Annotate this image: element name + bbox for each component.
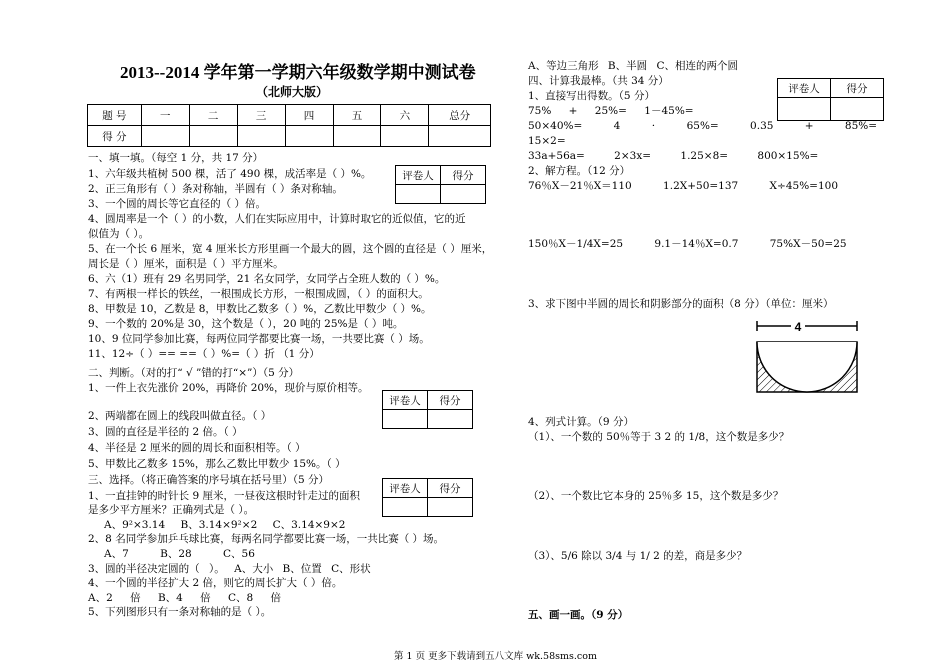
question-line: 3、求下图中半圆的周长和阴影部分的面积（8 分）（单位：厘米） (528, 298, 834, 310)
question-line: 2、两端都在圆上的线段叫做直径。（ ） (88, 410, 272, 422)
score-header-cell: 题 号 (88, 105, 142, 126)
oral-calc-line: 50×40%= 4 ⋅ 65%= 0.35 + 85%= (528, 120, 878, 132)
grader-cell[interactable] (383, 498, 428, 517)
grader-table (395, 165, 486, 204)
grader-cell[interactable] (778, 98, 831, 121)
grader-score-label: 得分 (441, 166, 486, 185)
question-line: 5、下列图形只有一条对称轴的是（ ）。 (88, 606, 272, 618)
question-line: （1）、一个数的 50％等于 3 2 的 1/8，这个数是多少？ (528, 431, 790, 443)
question-line: 4、列式计算。（9 分） (528, 416, 634, 428)
score-header-cell: 总分 (429, 105, 491, 126)
grader-score-label: 得分 (428, 391, 473, 410)
question-line: 1、直接写出得数。（5 分） (528, 90, 655, 102)
oral-calc-line: 75% + 25%= 1－45%= (528, 105, 694, 117)
grader-score-label: 得分 (428, 479, 473, 498)
question-line: 3、圆的半径决定圆的（ ）。 A、大小 B、位置 C、形状 (88, 563, 371, 575)
option-line: A、7 B、28 C、56 (104, 548, 255, 560)
question-line: 3、圆的直径是半径的 2 倍。（ ） (88, 426, 243, 438)
option-line: A、2 倍 B、4 倍 C、8 倍 (88, 592, 282, 604)
question-line: 周长是（ ）厘米，面积是（ ）平方厘米。 (88, 258, 284, 270)
score-cell[interactable] (237, 126, 285, 147)
question-line: 4、一个圆的半径扩大 2 倍，则它的周长扩大（ ）倍。 (88, 577, 343, 589)
question-line: 4、圆周率是一个（ ）的小数，人们在实际应用中，计算时取它的近似值，它的近 (88, 213, 466, 225)
question-line: 1、六年级共植树 500 棵，活了 490 棵，成活率是（ ）%。 (88, 168, 372, 180)
option-line: A、9²×3.14 B、3.14×9²×2 C、3.14×9×2 (104, 519, 346, 531)
semicircle-figure (755, 318, 860, 400)
section1-heading: 一、填一填。（每空 1 分，共 17 分） (88, 152, 264, 164)
grader-score-label: 得分 (831, 79, 884, 98)
score-cell[interactable] (381, 126, 429, 147)
page-footer: 第 1 页 更多下载请到五八文库 wk.58sms.com (394, 651, 597, 662)
grader-cell[interactable] (428, 410, 473, 429)
grader-cell[interactable] (428, 498, 473, 517)
grader-cell[interactable] (383, 410, 428, 429)
question-line: 5、甲数比乙数多 15%，那么乙数比甲数少 15%。（ ） (88, 458, 346, 470)
grader-cell[interactable] (831, 98, 884, 121)
question-line: 6、六（1）班有 29 名男同学，21 名女同学，女同学占全班人数的（ ）%。 (88, 273, 446, 285)
option-line: A、等边三角形 B、半圆 C、相连的两个圆 (528, 60, 739, 72)
question-line: 7、有两根一样长的铁丝，一根围成长方形，一根围成圆，（ ）的面积大。 (88, 288, 429, 300)
grader-label: 评卷人 (396, 166, 441, 185)
grader-label: 评卷人 (383, 391, 428, 410)
score-cell[interactable] (189, 126, 237, 147)
oral-calc-line: 33a+56a= 2×3x= 1.25×8= 800×15%= (528, 150, 819, 162)
grader-label: 评卷人 (383, 479, 428, 498)
question-line: 2、解方程。（12 分） (528, 165, 631, 177)
section3-heading: 三、选择。（将正确答案的序号填在括号里）（5 分） (88, 474, 330, 486)
section2-heading: 二、判断。（对的打“ √ ”错的打“×”）（5 分） (88, 367, 300, 379)
grader-label: 评卷人 (778, 79, 831, 98)
score-header-cell: 四 (285, 105, 333, 126)
equation-line: 150％X－1/4X=25 9.1－14％X=0.7 75%X－50=25 (528, 238, 847, 250)
oral-calc-line: 15×2= (528, 135, 566, 147)
score-header-cell: 一 (141, 105, 189, 126)
score-header-cell: 五 (333, 105, 381, 126)
grader-table (777, 78, 884, 121)
dimension-label: 4 (794, 320, 802, 334)
page-title: 2013--2014 学年第一学期六年级数学期中测试卷 (120, 63, 476, 82)
question-line: 5、在一个长 6 厘米，宽 4 厘米长方形里画一个最大的圆，这个圆的直径是（ ）厘米， (88, 243, 493, 255)
score-cell[interactable] (333, 126, 381, 147)
question-line: 9、一个数的 20%是 30，这个数是（ ），20 吨的 25%是（ ）吨。 (88, 318, 404, 330)
score-cell[interactable] (429, 126, 491, 147)
question-line: （2）、一个数比它本身的 25％多 15，这个数是多少？ (528, 490, 784, 502)
grader-cell[interactable] (396, 185, 441, 204)
question-line: 1、一直挂钟的时针长 9 厘米，一昼夜这根时针走过的面积 (88, 490, 361, 502)
score-header-cell: 三 (237, 105, 285, 126)
score-header-cell: 二 (189, 105, 237, 126)
question-line: 1、一件上衣先涨价 20%，再降价 20%，现价与原价相等。 (88, 382, 369, 394)
section5-heading: 五、画一画。（9 分） (528, 609, 629, 621)
question-line: （3）、5/6 除以 3/4 与 1/ 2 的差，商是多少？ (528, 550, 748, 562)
question-line: 11、12÷（ ）== ==（ ）%=（ ）折 （1 分） (88, 348, 320, 360)
score-header-cell: 六 (381, 105, 429, 126)
score-cell[interactable] (285, 126, 333, 147)
question-line: 10、9 位同学参加比赛，每两位同学都要比赛一场，一共要比赛（ ）场。 (88, 333, 430, 345)
question-line: 2、8 名同学参加乒乓球比赛，每两名同学都要比赛一场，一共比赛（ ）场。 (88, 533, 445, 545)
question-line: 3、一个圆的周长等它直径的（ ）倍。 (88, 198, 267, 210)
question-line: 8、甲数是 10，乙数是 8，甲数比乙数多（ ）%，乙数比甲数少（ ）%。 (88, 303, 432, 315)
grader-table (382, 390, 473, 429)
equation-line: 76％X－21％X＝110 1.2X+50=137 X÷45%=100 (528, 180, 839, 192)
section4-heading: 四、计算我最棒。（共 34 分） (528, 75, 669, 87)
score-table (87, 104, 491, 147)
question-line: 似值为（ ）。 (88, 228, 150, 240)
page-subtitle: （北师大版） (256, 85, 329, 99)
score-cell[interactable] (141, 126, 189, 147)
question-line: 是多少平方厘米？正确列式是（ ）。 (88, 504, 255, 516)
grader-table (382, 478, 473, 517)
grader-cell[interactable] (441, 185, 486, 204)
question-line: 2、正三角形有（ ）条对称轴，半圆有（ ）条对称轴。 (88, 183, 343, 195)
question-line: 4、半径是 2 厘米的圆的周长和面积相等。（ ） (88, 442, 306, 454)
score-row-label: 得 分 (88, 126, 142, 147)
